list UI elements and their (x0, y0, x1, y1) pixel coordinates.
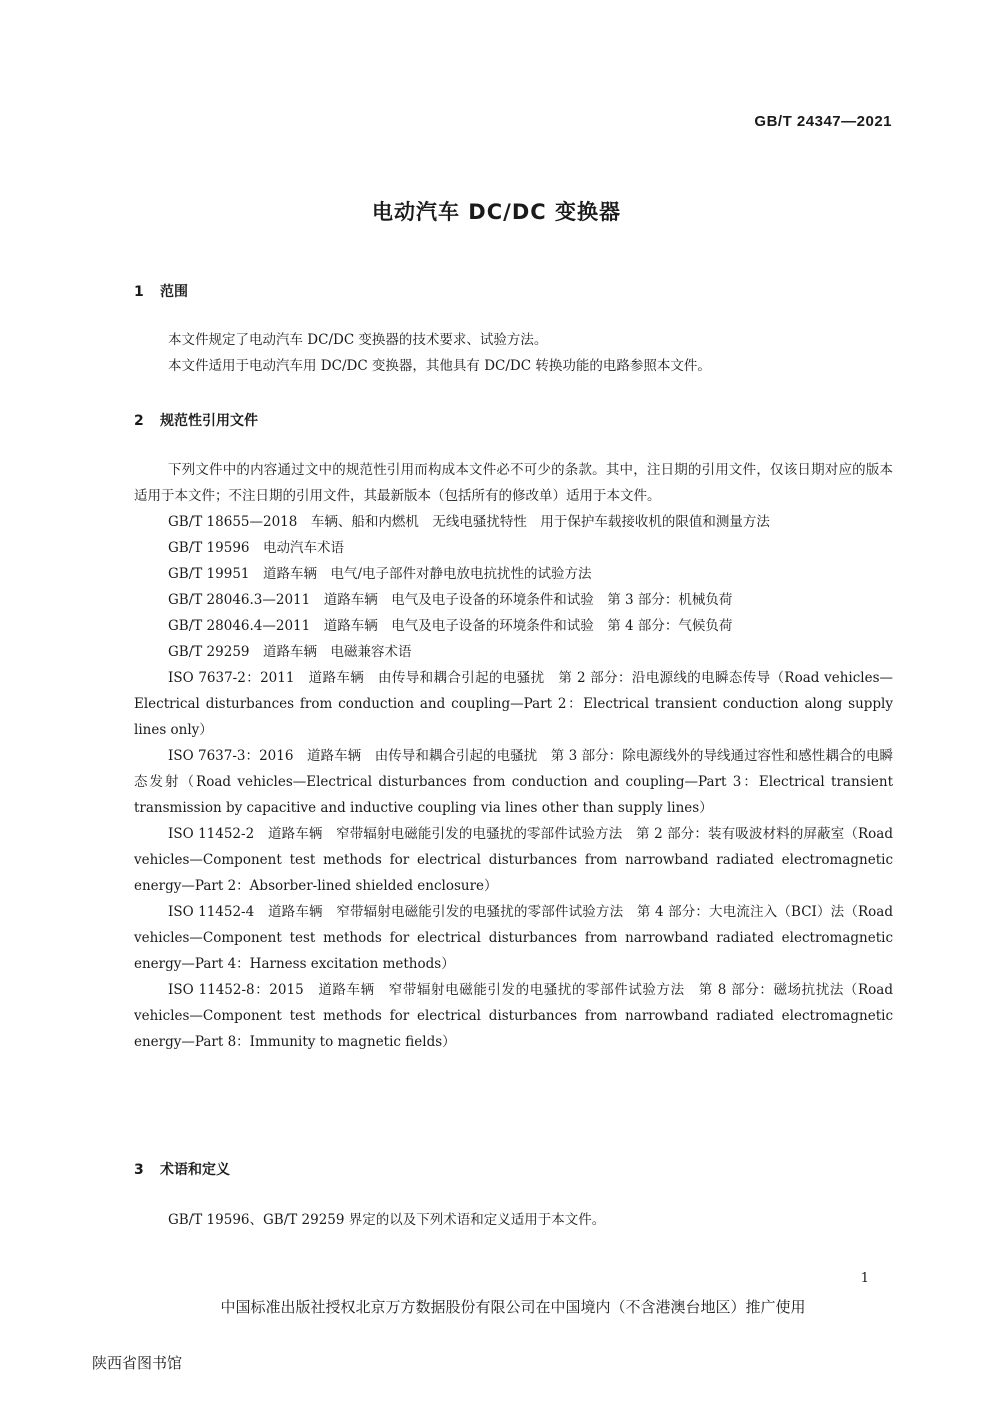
paragraph: GB/T 19596、GB/T 29259 界定的以及下列术语和定义适用于本文件。 (168, 1212, 606, 1228)
section-number: 2 (134, 413, 144, 429)
reference-item: GB/T 18655—2018 车辆、船和内燃机 无线电骚扰特性 用于保护车载接收机的限值和测量方法 (168, 514, 770, 530)
reference-item: ISO 7637-2：2011 道路车辆 由传导和耦合引起的电骚扰 第 2 部分：沿电源线的电瞬态传导（Road vehicles—Electrical disturbances from conduction and coupling—Part 2：Electrical transient conduction along supply lines only） (134, 670, 893, 738)
section-title: 术语和定义 (160, 1162, 230, 1178)
reference-item: ISO 7637-3：2016 道路车辆 由传导和耦合引起的电骚扰 第 3 部分：除电源线外的导线通过容性和感性耦合的电瞬态发射（Road vehicles—Electrical disturbances from conduction and coupling—Part 3：Electrical transient transmission by capacitive and inductive coupling via lines other than supply lines） (134, 748, 893, 816)
paragraph: 下列文件中的内容通过文中的规范性引用而构成本文件必不可少的条款。其中，注日期的引用文件，仅该日期对应的版本适用于本文件；不注日期的引用文件，其最新版本（包括所有的修改单）适用于本文件。 (134, 462, 893, 504)
section-heading-normative-references (134, 410, 258, 430)
section-title: 规范性引用文件 (160, 413, 258, 429)
reference-item: GB/T 19951 道路车辆 电气/电子部件对静电放电抗扰性的试验方法 (168, 566, 592, 582)
section-number: 3 (134, 1162, 144, 1178)
library-stamp: 陕西省图书馆 (92, 1354, 183, 1372)
section-number: 1 (134, 284, 144, 300)
reference-item: GB/T 29259 道路车辆 电磁兼容术语 (168, 644, 412, 660)
reference-item: ISO 11452-8：2015 道路车辆 窄带辐射电磁能引发的电骚扰的零部件试验方法 第 8 部分：磁场抗扰法（Road vehicles—Component test methods for electrical disturbances from narrowband radiated electromagnetic energy—Part 8：Immunity to magnetic fields） (134, 982, 893, 1050)
paragraph: 本文件规定了电动汽车 DC/DC 变换器的技术要求、试验方法。 (168, 332, 548, 348)
terms-body (134, 1207, 893, 1233)
document-title: 电动汽车 DC/DC 变换器 (372, 200, 621, 224)
references-body (134, 457, 893, 1055)
paragraph: 本文件适用于电动汽车用 DC/DC 变换器，其他具有 DC/DC 转换功能的电路参照本文件。 (168, 358, 711, 374)
section-heading-scope (134, 281, 188, 301)
reference-item: GB/T 28046.3—2011 道路车辆 电气及电子设备的环境条件和试验 第 3 部分：机械负荷 (168, 592, 733, 608)
section-heading-terms (134, 1159, 230, 1179)
reference-item: GB/T 28046.4—2011 道路车辆 电气及电子设备的环境条件和试验 第 4 部分：气候负荷 (168, 618, 733, 634)
standard-number: GB/T 24347—2021 (754, 113, 892, 130)
distribution-notice: 中国标准出版社授权北京万方数据股份有限公司在中国境内（不含港澳台地区）推广使用 (220, 1298, 806, 1316)
reference-item: ISO 11452-4 道路车辆 窄带辐射电磁能引发的电骚扰的零部件试验方法 第 4 部分：大电流注入（BCI）法（Road vehicles—Component test methods for electrical disturbances from narrowband radiated electromagnetic energy—Part 4：Harness excitation methods） (134, 904, 893, 972)
section-title: 范围 (160, 284, 188, 300)
reference-item: GB/T 19596 电动汽车术语 (168, 540, 344, 556)
reference-item: ISO 11452-2 道路车辆 窄带辐射电磁能引发的电骚扰的零部件试验方法 第 2 部分：装有吸波材料的屏蔽室（Road vehicles—Component test methods for electrical disturbances from narrowband radiated electromagnetic energy—Part 2：Absorber-lined shielded enclosure） (134, 826, 893, 894)
page-number: 1 (860, 1271, 869, 1286)
scope-body (134, 327, 893, 379)
